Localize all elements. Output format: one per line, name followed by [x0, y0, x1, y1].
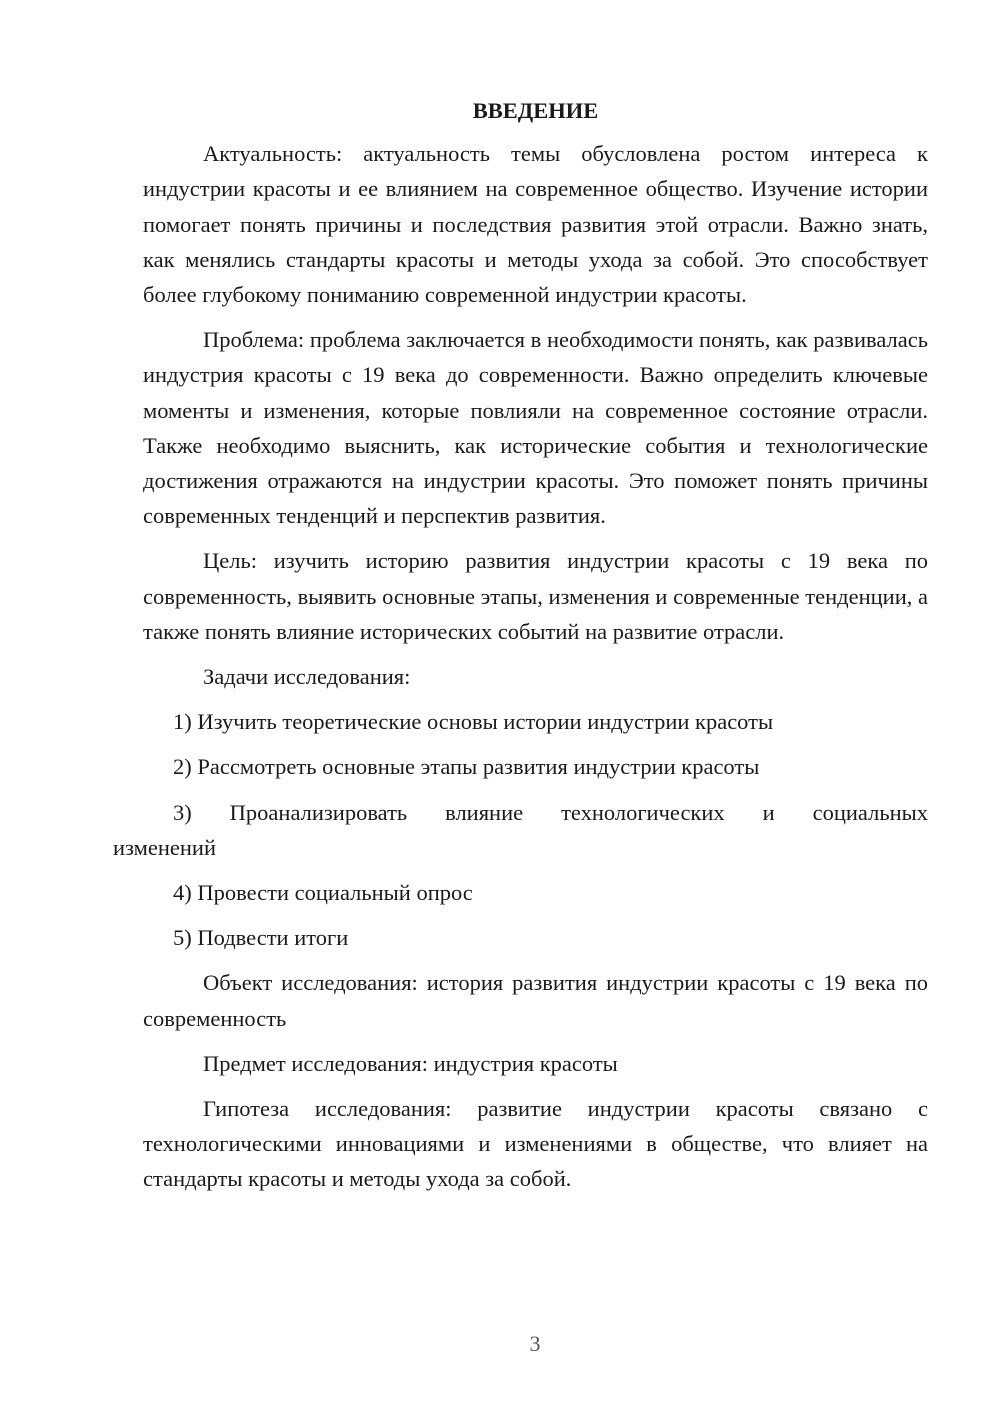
- task-item-3: [113, 795, 928, 865]
- task-item-5: 5) Подвести итоги: [173, 925, 349, 951]
- page-number: 3: [529, 1331, 541, 1356]
- paragraph-relevance: Актуальность: актуальность темы обусловлена ростом интереса к индустрии красоты и ее влиянием на современное общество. Изучение истории помогает понять причины и последствия развития этой отрасли. Важно знать, как менялись стандарты красоты и методы ухода за собой. Это способствует более глубокому пониманию современной индустрии красоты.: [143, 141, 928, 308]
- paragraph-subject: Предмет исследования: индустрия красоты: [203, 1050, 618, 1076]
- task-item-2: 2) Рассмотреть основные этапы развития индустрии красоты: [173, 754, 760, 780]
- section-title: ВВЕДЕНИЕ: [472, 98, 599, 123]
- task-item-4: 4) Провести социальный опрос: [173, 880, 473, 906]
- task-item-1: 1) Изучить теоретические основы истории индустрии красоты: [173, 709, 774, 735]
- paragraph-problem: Проблема: проблема заключается в необходимости понять, как развивалась индустрия красоты с 19 века до современности. Важно определить ключевые моменты и изменения, которые повлияли на современное состояние отрасли. Также необходимо выяснить, как исторические события и технологические достижения отражаются на индустрии красоты. Это поможет понять причины современных тенденций и перспектив развития.: [143, 327, 928, 529]
- paragraph-goal: Цель: изучить историю развития индустрии красоты с 19 века по современность, выявить основные этапы, изменения и современные тенденции, а также понять влияние исторических событий на развитие отрасли.: [143, 548, 928, 644]
- paragraph-tasks-heading: Задачи исследования:: [203, 664, 411, 690]
- paragraph-object: Объект исследования: история развития индустрии красоты с 19 века по современность: [143, 970, 928, 1031]
- task-item-3-line-2: изменений: [113, 834, 216, 860]
- paragraph-hypothesis: Гипотеза исследования: развитие индустрии красоты связано с технологическими инновациями и изменениями в обществе, что влияет на стандарты красоты и методы ухода за собой.: [143, 1096, 928, 1192]
- page-content: [113, 93, 928, 1207]
- task-item-3-line-1: 3) Проанализировать влияние технологических и социальных: [173, 799, 928, 825]
